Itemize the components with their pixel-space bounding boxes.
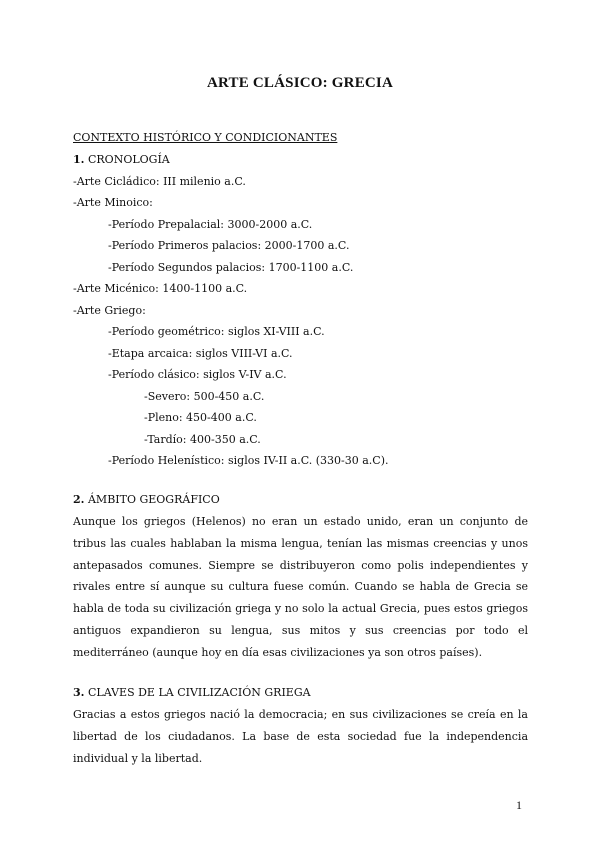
chronology-item: -Tardío: 400-350 a.C. <box>144 433 261 446</box>
paragraph-ambito: Aunque los griegos (Helenos) no eran un estado unido, eran un conjunto de tribus las cuales hablaban la misma lengua, tenían las mismas creencias y unos antepasados comunes. Siempre se distribuyeron como polis independientes y rivales entre sí aunque su cultura fuese común. Cuando se habla de Grecia se habla de toda su civilización griega y no solo la actual Grecia, pues estos griegos antiguos expandieron su lengua, sus mitos y sus creencias por todo el mediterráneo (aunque hoy en día esas civilizaciones ya son otros países). <box>73 515 528 659</box>
heading-label: CLAVES DE LA CIVILIZACIÓN GRIEGA <box>87 686 311 699</box>
chronology-item: -Período Prepalacial: 3000-2000 a.C. <box>108 218 313 231</box>
chronology-item: -Severo: 500-450 a.C. <box>144 390 265 403</box>
chronology-item: -Período Segundos palacios: 1700-1100 a.C. <box>108 261 354 274</box>
chronology-item: -Período clásico: siglos V-IV a.C. <box>108 368 287 381</box>
chronology-item: -Arte Griego: <box>73 304 146 317</box>
heading-number: 3. <box>73 686 85 699</box>
heading-number: 2. <box>73 493 85 506</box>
chronology-item: -Arte Minoico: <box>73 196 153 209</box>
chronology-item: -Etapa arcaica: siglos VIII-VI a.C. <box>108 347 293 360</box>
heading-ambito-geografico <box>73 493 220 507</box>
paragraph-claves: Gracias a estos griegos nació la democracia; en sus civilizaciones se creía en la libertad de los ciudadanos. La base de esta sociedad fue la independencia individual y la libertad. <box>73 708 528 765</box>
heading-label: ÁMBITO GEOGRÁFICO <box>87 493 220 506</box>
section-heading: CONTEXTO HISTÓRICO Y CONDICIONANTES <box>73 131 338 144</box>
chronology-item: -Período geométrico: siglos XI-VIII a.C. <box>108 325 325 338</box>
heading-number: 1. <box>73 153 85 166</box>
chronology-item: -Arte Micénico: 1400-1100 a.C. <box>73 282 248 295</box>
chronology-item: -Período Helenístico: siglos IV-II a.C. (330-30 a.C). <box>108 454 389 467</box>
document-title: ARTE CLÁSICO: GRECIA <box>207 75 393 91</box>
heading-label: CRONOLOGÍA <box>87 153 170 166</box>
chronology-item: -Arte Cicládico: III milenio a.C. <box>73 175 246 188</box>
chronology-item: -Período Primeros palacios: 2000-1700 a.C. <box>108 239 350 252</box>
chronology-item: -Pleno: 450-400 a.C. <box>144 411 257 424</box>
page-number: 1 <box>516 798 522 812</box>
heading-cronologia <box>73 153 170 167</box>
heading-claves <box>73 686 311 700</box>
